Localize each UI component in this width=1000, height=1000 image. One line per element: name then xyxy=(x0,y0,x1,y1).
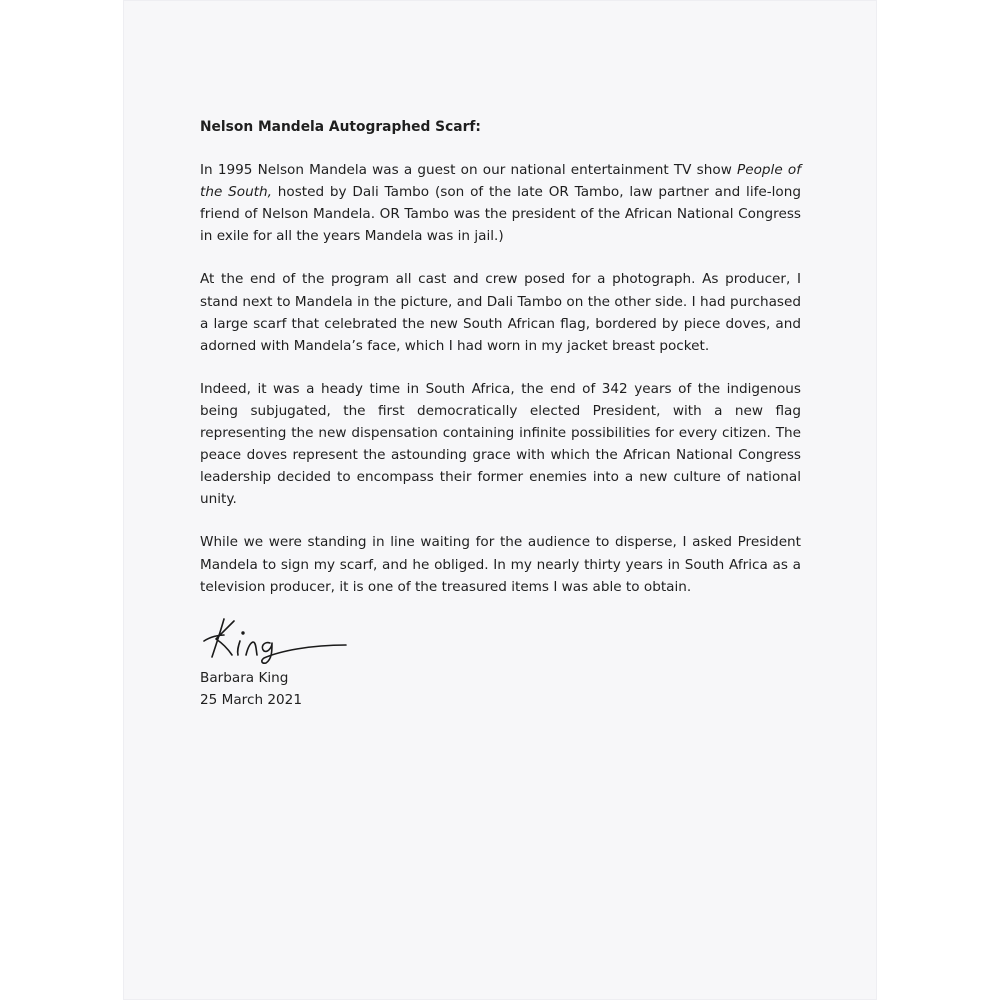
paragraph-1-text-cont: hosted by Dali Tambo (son of the late OR Tambo, law partner and life-long friend of Nelson Mandela. OR Tambo was the president of the African National Congress in exile for all the years Mandela was in jail.) xyxy=(200,184,801,245)
signer-name: Barbara King xyxy=(200,669,289,686)
paragraph-2: At the end of the program all cast and crew posed for a photograph. As producer, I stand next to Mandela in the picture, and Dali Tambo on the other side. I had purchased a large scarf that celebrated the new South African flag, bordered by piece doves, and adorned with Mandela’s face, which I had worn in my jacket breast pocket. xyxy=(200,271,801,354)
letter-page xyxy=(123,0,877,1000)
signature-date: 25 March 2021 xyxy=(200,691,302,708)
paragraph-4: While we were standing in line waiting for the audience to disperse, I asked President Mandela to sign my scarf, and he obliged. In my nearly thirty years in South Africa as a television producer, it is one of the treasured items I was able to obtain. xyxy=(200,534,801,595)
show-title-italic: People of the South, xyxy=(200,162,801,201)
handwritten-signature xyxy=(200,611,350,665)
paragraph-3: Indeed, it was a heady time in South Africa, the end of 342 years of the indigenous being subjugated, the first democratically elected President, with a new flag representing the new dispensation containing infinite possibilities for every citizen. The peace doves represent the astounding grace with which the African National Congress leadership decided to encompass their former enemies into a new culture of national unity. xyxy=(200,380,801,508)
paragraph-1-text: In 1995 Nelson Mandela was a guest on our national entertainment TV show xyxy=(200,162,738,179)
letter-content xyxy=(200,116,801,711)
letter-title: Nelson Mandela Autographed Scarf: xyxy=(200,119,481,135)
paragraph-1 xyxy=(200,159,801,247)
